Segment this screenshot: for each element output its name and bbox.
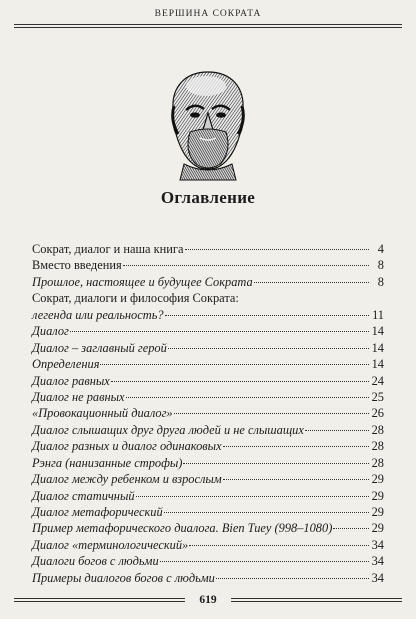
toc-entry-title: Диалог равных [32, 373, 110, 388]
toc-entry-title: Прошлое, настоящее и будущее Сократа [32, 274, 253, 289]
dot-leader [189, 544, 369, 546]
dot-leader [185, 248, 370, 250]
toc-entry-page: 28 [371, 439, 384, 454]
toc-entry-page: 34 [371, 554, 384, 569]
toc-entry-title: Диалог между ребенком и взрослым [32, 472, 222, 487]
toc-entry-title: Диалог статичный [32, 488, 135, 503]
toc-entry [32, 356, 384, 372]
toc-entry-title: Диалог [32, 324, 69, 339]
toc-entry-title: легенда или реальность? [32, 307, 164, 322]
toc-entry-page: 34 [371, 537, 384, 552]
toc-entry-title: Диалог слышащих друг друга людей и не слышащих [32, 422, 304, 437]
toc-entry-page: 14 [371, 324, 384, 339]
page-number-box [185, 590, 231, 606]
toc-entry-title: Диалог метафорический [32, 505, 163, 519]
toc-entry [32, 455, 384, 471]
dot-leader [168, 347, 369, 349]
toc-entry [32, 373, 384, 389]
dot-leader [223, 445, 369, 447]
table-of-contents [32, 241, 384, 586]
toc-entry-title: Диалог не равных [32, 389, 125, 404]
toc-entry-title: Диалог – заглавный герой [32, 340, 167, 355]
toc-entry [32, 389, 384, 405]
toc-entry-page: 28 [371, 455, 384, 470]
toc-entry [32, 438, 384, 454]
running-head: ВЕРШИНА СОКРАТА [154, 9, 262, 19]
toc-entry [32, 257, 384, 273]
toc-entry-page: 4 [377, 242, 384, 256]
toc-entry [32, 537, 384, 553]
socrates-bust-icon [162, 68, 254, 182]
dot-leader [165, 314, 369, 316]
toc-entry [32, 241, 384, 257]
dot-leader [183, 462, 369, 464]
dot-leader [223, 478, 369, 480]
toc-entry [32, 290, 384, 306]
dot-leader [70, 330, 369, 332]
dot-leader [305, 429, 369, 431]
toc-entry [32, 307, 384, 323]
toc-entry-page: 14 [371, 340, 384, 355]
page-number: 619 [199, 594, 217, 606]
header-rule [14, 24, 402, 25]
toc-entry-title: Вместо введения [32, 258, 122, 273]
toc-entry-title: Определения [32, 357, 100, 372]
dot-leader [123, 264, 369, 266]
toc-entry-page: 8 [377, 274, 384, 289]
toc-entry-page: 29 [371, 472, 384, 487]
toc-entry [32, 504, 384, 520]
dot-leader [136, 495, 369, 497]
dot-leader [100, 363, 369, 365]
dot-leader [333, 527, 369, 529]
toc-entry-page: 8 [377, 258, 384, 273]
dot-leader [254, 281, 369, 283]
toc-entry [32, 570, 384, 586]
toc-entry [32, 323, 384, 339]
dot-leader [126, 396, 369, 398]
toc-title: Оглавление [160, 188, 256, 207]
toc-entry [32, 405, 384, 421]
toc-entry [32, 274, 384, 290]
toc-entry-page: 28 [371, 422, 384, 437]
toc-entry-title: Сократ, диалог и наша книга [32, 242, 184, 256]
toc-entry-title: Пример метафорического диалога. Вien Тиеу (998–1080) [32, 521, 333, 536]
dot-leader [216, 577, 369, 579]
toc-entry [32, 422, 384, 438]
toc-entry-title: «Провокационный диалог» [32, 406, 173, 421]
toc-entry-page: 29 [371, 505, 384, 519]
toc-entry [32, 340, 384, 356]
toc-entry-title: Диалог «терминологический» [32, 537, 189, 552]
toc-entry-page: 11 [372, 307, 384, 322]
toc-entry-page: 34 [371, 570, 384, 585]
toc-entry-page: 29 [371, 488, 384, 503]
toc-entry-page: 26 [371, 406, 384, 421]
dot-leader [111, 380, 369, 382]
dot-leader [174, 412, 369, 414]
toc-entry-title: Сократ, диалоги и философия Сократа: [32, 291, 239, 306]
toc-entry-title: Диалоги богов с людьми [32, 554, 159, 569]
toc-entry-title: Рэнга (нанизанные строфы) [32, 455, 183, 470]
toc-entry-page: 14 [371, 357, 384, 372]
toc-entry [32, 488, 384, 504]
dot-leader [160, 560, 369, 562]
toc-entry [32, 553, 384, 569]
toc-entry-title: Примеры диалогов богов с людьми [32, 570, 215, 585]
toc-entry [32, 471, 384, 487]
dot-leader [164, 511, 369, 513]
toc-entry-title: Диалог разных и диалог одинаковых [32, 439, 222, 454]
toc-entry-page: 25 [371, 389, 384, 404]
toc-entry-page: 24 [371, 373, 384, 388]
toc-entry-page: 29 [371, 521, 384, 536]
toc-entry [32, 520, 384, 536]
